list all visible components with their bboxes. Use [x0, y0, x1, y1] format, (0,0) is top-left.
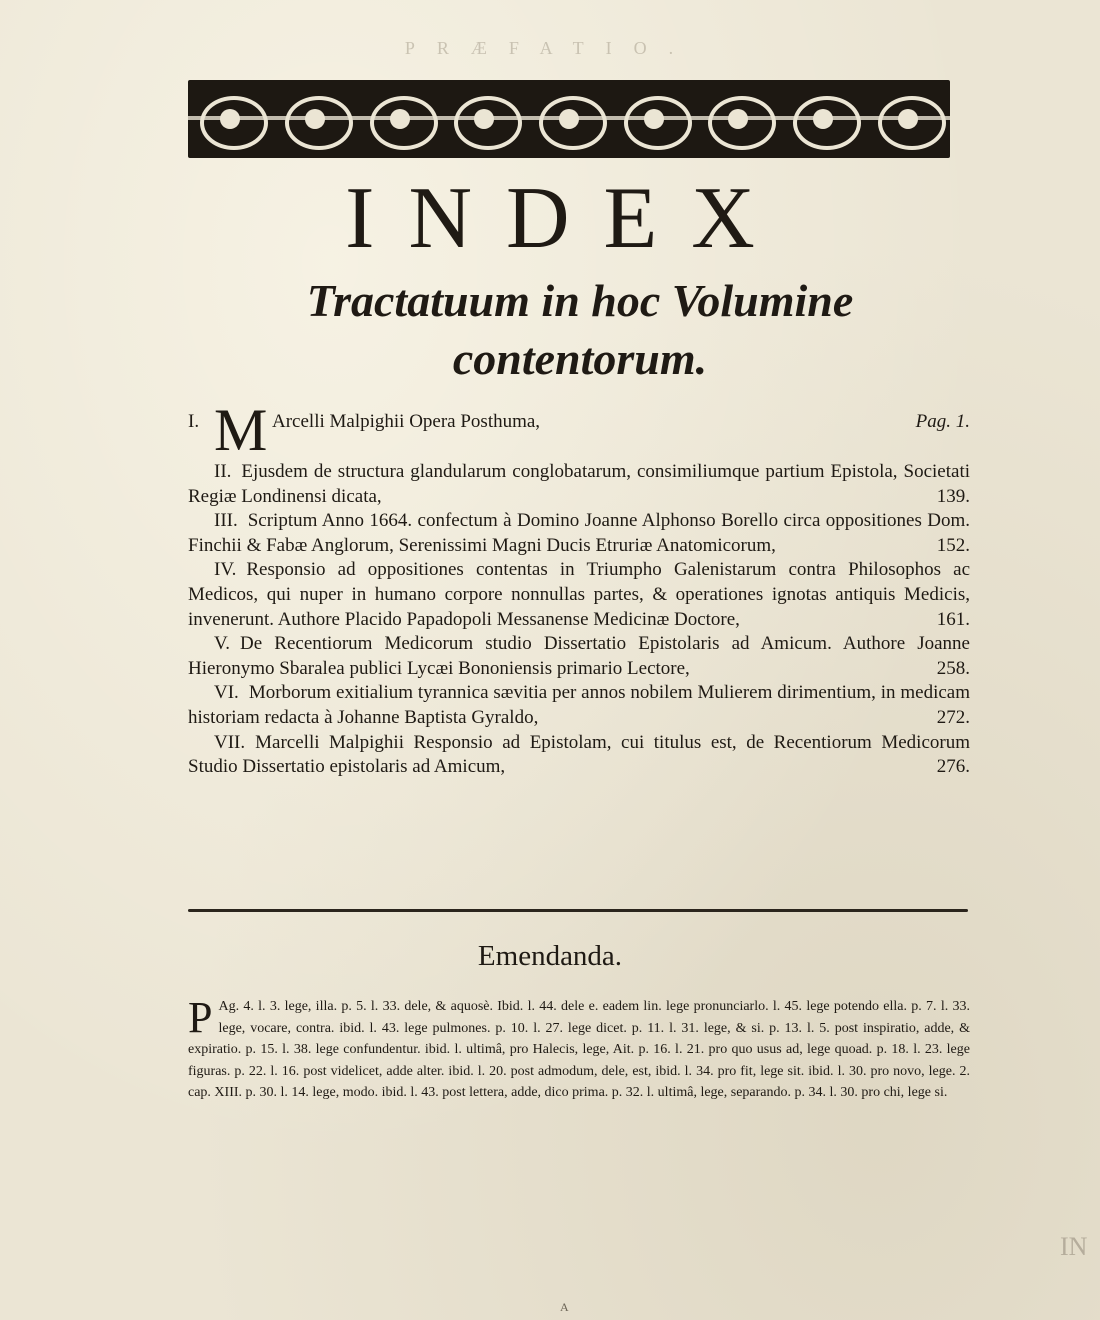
running-head: PRÆFATIO.	[404, 38, 696, 58]
index-entry	[188, 681, 970, 730]
entry-text: Arcelli Malpighii Opera Posthuma,	[272, 411, 541, 432]
ornament-rosette	[784, 90, 862, 148]
index-entries	[188, 397, 970, 780]
entry-text: Morborum exitialium tyrannica sævitia per annos nobilem Mulierem dirimentium, in medicam historiam redacta à Johanne Baptista Gyraldo,	[188, 682, 970, 728]
emendanda-text: Ag. 4. l. 3. lege, illa. p. 5. l. 33. dele, & aquosè. Ibid. l. 44. dele e. eadem lin. lege pronunciarlo. l. 45. lege potendo ella. p. 7. l. 33. lege, vocare, contra. ibid. l. 43. lege pulmones. p. 10. l. 27. lege dicet. p. 11. l. 31. lege, & si. p. 13. l. 5. post inspiratio, adde, & expiratio. p. 15. l. 38. lege confundentur. ibid. l. ultimâ, pro Halecis, lege, Ait. p. 16. l. 21. pro quo usus ad, lege quoad. p. 18. l. 23. lege figuras. p. 22. l. 16. post videlicet, adde alter. ibid. l. 20. post admodum, dele, est, ibid. l. 34. pro fit, lege sit. ibid. l. 30. pro novo, lege. 2. cap. XIII. p. 30. l. 14. lege, modo. ibid. l. 43. post lettera, adde, dico prima. p. 32. l. ultimâ, lege, separando. p. 34. l. 30. pro chi, lege si.	[188, 999, 970, 1100]
drop-capital: P	[188, 993, 213, 1042]
drop-capital: M	[214, 397, 268, 463]
index-entry	[188, 397, 970, 463]
signature-mark: A	[560, 1300, 569, 1314]
entry-page: 276.	[936, 756, 970, 778]
entry-page: 152.	[936, 534, 970, 556]
woodcut-headpiece-ornament	[188, 80, 950, 158]
entry-page: 161.	[936, 608, 970, 630]
ornament-rosette	[615, 90, 693, 148]
catchword: IN	[1060, 1232, 1088, 1261]
ornament-rosette	[445, 90, 523, 148]
index-entry	[188, 558, 970, 632]
entry-number: I.	[188, 411, 200, 432]
entry-number: VII.	[214, 731, 246, 753]
ornament-rosette	[699, 90, 777, 148]
ornament-rosette	[869, 90, 947, 148]
entry-page: Pag. 1.	[915, 411, 970, 432]
ornament-rosette	[361, 90, 439, 148]
entry-text: Responsio ad oppositiones contentas in Triumpho Galenistarum contra Philosophos ac Medicos, qui nuper in humano corpore nonnullas partes, & operationes ignotas antiquis Medicis, invenerunt. Authore Placido Papadopoli Messanense Medicinæ Doctore,	[188, 559, 970, 630]
index-entry	[188, 632, 970, 681]
entry-number: VI.	[214, 682, 239, 704]
entry-number: V.	[214, 633, 231, 655]
entry-number: II.	[214, 461, 232, 482]
index-entry	[188, 731, 970, 780]
entry-text: Ejusdem de structura glandularum conglobatarum, consimiliumque partium Epistola, Societati Regiæ Londinensi dicata,	[188, 461, 970, 507]
entry-number: IV.	[214, 559, 237, 581]
ornament-rosette	[191, 90, 269, 148]
entry-text: De Recentiorum Medicorum studio Dissertatio Epistolaris ad Amicum. Authore Joanne Hieronymo Sbaralea publici Lycæi Bononiensis primario Lectore,	[188, 633, 970, 679]
page-subtitle: Tractatuum in hoc Volumine contentorum.	[306, 275, 854, 384]
entry-page: 272.	[936, 706, 970, 728]
entry-number: III.	[214, 510, 238, 532]
horizontal-rule	[188, 909, 968, 912]
entry-page: 258.	[936, 657, 970, 679]
ornament-rosette	[530, 90, 608, 148]
entry-text: Scriptum Anno 1664. confectum à Domino Joanne Alphonso Borello circa oppositiones Dom. Finchii & Fabæ Anglorum, Serenissimi Magni Ducis Etruriæ Anatomicorum,	[188, 510, 970, 556]
page-title: INDEX	[345, 170, 789, 267]
index-entry	[188, 509, 970, 558]
ornament-rosette	[276, 90, 354, 148]
emendanda-text-block	[188, 993, 970, 1104]
emendanda-heading: Emendanda.	[477, 940, 623, 972]
entry-text: Marcelli Malpighii Responsio ad Epistolam, cui titulus est, de Recentiorum Medicorum Studio Dissertatio epistolaris ad Amicum,	[188, 731, 970, 778]
entry-page: 139.	[936, 485, 970, 507]
index-entry	[188, 460, 970, 509]
